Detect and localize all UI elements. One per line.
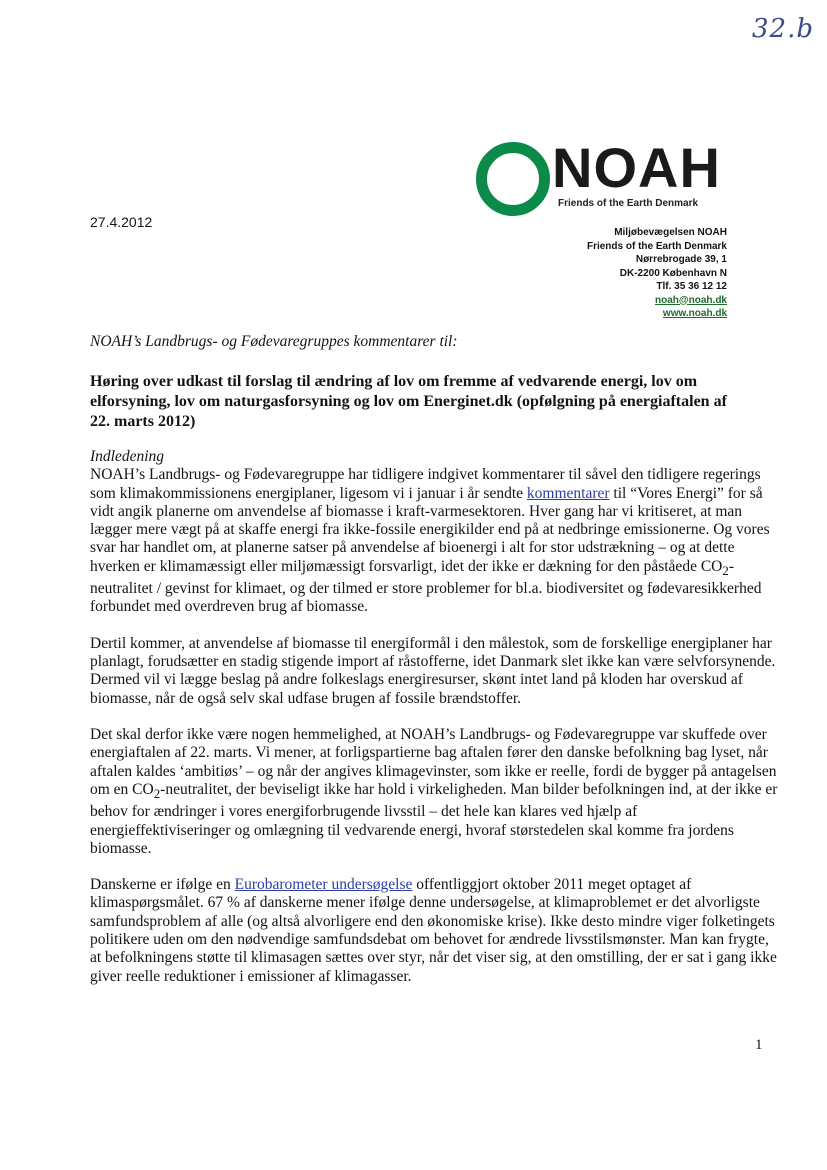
logo-wordmark: NOAH [552,136,721,199]
para3-subscript: 2 [153,785,161,801]
handwritten-mark: 32.b [752,14,814,44]
para3-text-a: Det skal derfor ikke være nogen hemmelighed, at NOAH’s Landbrugs- og Fødevaregruppe var skuffede over energiaftalen af 22. marts. Vi mener, at forligspartierne bag aftalen fører den danske befolkning bag lyset, når aftalen kaldes ‘ambitiøs’ – og når der angives klimagevinster, som ikke er reelle, fordi de bygger på antagelsen om en CO [90,725,777,798]
para4-text-b: offentliggjort oktober 2011 meget optaget af klimaspørgsmålet. 67 % af danskerne mener ifølge denne undersøgelse, at klimaproblemet er det alvorligste samfundsproblem af alle (og altså alvorligere end den økonomiske krise). Ikke desto mindre viger folketingets politikere uden om den nødvendige samfundsdebat om behovet for ændrede livsstilsmønster. Man kan frygte, at befolkningens støtte til klimasagen sættes over styr, når det viser sig, at den omstilling, der er sat i gang ikke giver reelle reduktioner i emissioner af klimagasser. [90,876,777,985]
para3-text-b: -neutralitet, der beviseligt ikke har hold i virkeligheden. Man bilder befolkningen ind, at der ikke er behov for ændringer i vores energiforbrugende livsstil – det hele kan klares ved hjælp af energieffektiviseringer og omlægning til vedvarende energi, hvoraf størstedelen skal komme fra jordens biomasse. [90,780,778,857]
intro-line: NOAH’s Landbrugs- og Fødevaregruppes kommentarer til: [90,333,458,350]
para4-text-a: Danskerne er ifølge en [90,876,235,894]
logo-ring-icon [476,142,550,216]
website-link[interactable]: www.noah.dk [662,308,727,319]
para1-text-a: NOAH’s Landbrugs- og Fødevaregruppe har tidligere indgivet kommentarer til såvel den tidligere regerings som klimakommissionens energiplaner, ligesom vi i januar i år sendte [90,466,761,502]
section-heading: Indledening [90,448,165,465]
document-title: Høring over udkast til forslag til ændring af lov om fremme af vedvarende energi, lov om elforsyning, lov om naturgasforsyning og lov om Energinet.dk (opfølgning på energiaftalen af 22. marts 2012) [90,373,727,430]
noah-logo [476,136,728,212]
body-text [90,448,780,1004]
para1-text-c: -neutralitet / gevinst for klimaet, og der tilmed er store problemer for bl.a. biodiversitet og fødevaresikkerhed forbundet med overdreven brug af biomasse. [90,557,762,616]
letter-date: 27.4.2012 [90,214,153,230]
para1-text-b: til “Vores Energi” for så vidt angik planerne om anvendelse af biomasse i kraft-varmesektoren. Hver gang har vi kritiseret, at man lægger mere vægt på at skaffe energi fra ikke-fossile energikilder end på at nedbringe emissionerne. Og vores svar har handlet om, at planerne satser på anvendelse af bioenergi i alt for stor udstrækning – og at dette hverken er klimamæssigt eller miljømæssigt forsvarligt, idet der ikke er dækning for den påståede CO [90,484,770,575]
email-link[interactable]: noah@noah.dk [655,294,727,306]
address-line-street: Nørrebrogade 39, 1 [635,254,727,265]
logo-tagline: Friends of the Earth Denmark [558,198,699,209]
page-number: 1 [755,1037,763,1053]
sender-address [587,226,727,321]
eurobarometer-link[interactable]: Eurobarometer undersøgelse [234,876,413,894]
address-phone: Tlf. 35 36 12 12 [656,281,727,292]
address-line-city: DK-2200 København N [619,267,727,279]
para1-subscript: 2 [722,562,729,578]
kommentarer-link[interactable]: kommentarer [526,484,610,502]
address-line-foe: Friends of the Earth Denmark [586,240,727,252]
address-line-org: Miljøbevægelsen NOAH [614,227,727,238]
paragraph-2: Dertil kommer, at anvendelse af biomasse til energiformål i den målestok, som de forskellige energiplaner har planlagt, forudsætter en stadig stigende import af råstofferne, idet Danmark slet ikke kan være selvforsynende. Dermed vil vi lægge beslag på andre folkeslags energiresurser, skønt intet land på kloden har overskud af biomasse, når de også selv skal udfase brugen af fossile brændstoffer. [90,634,776,707]
